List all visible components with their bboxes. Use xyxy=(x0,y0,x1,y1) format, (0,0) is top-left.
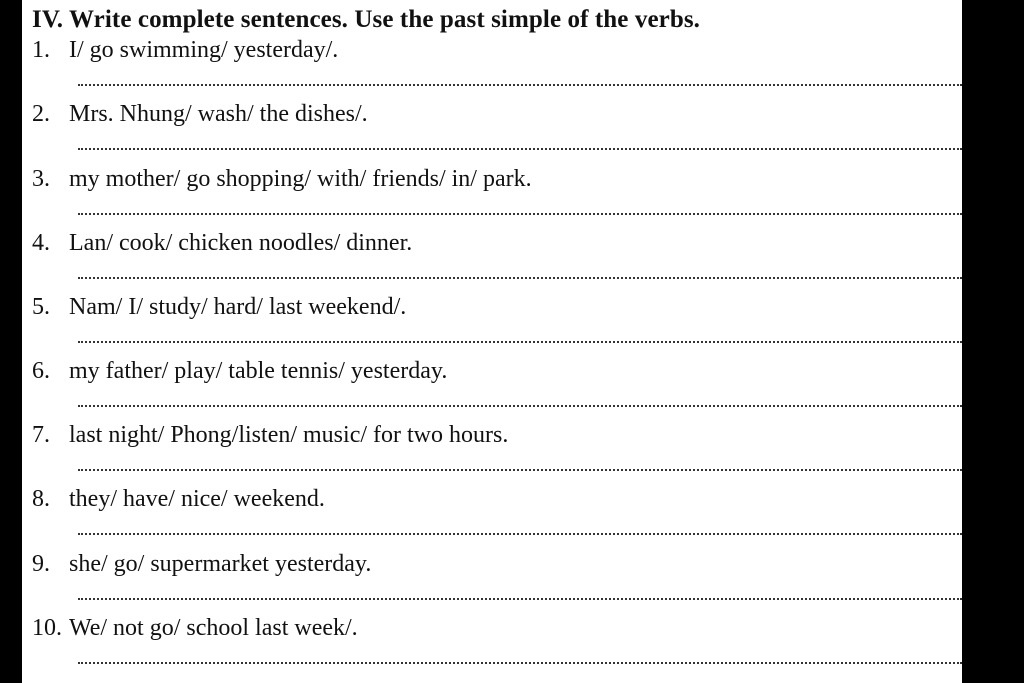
exercise-item-1 xyxy=(22,37,962,101)
item-number: 10. xyxy=(32,615,62,641)
item-prompt: my father/ play/ table tennis/ yesterday. xyxy=(69,358,448,384)
exercise-item-8 xyxy=(22,486,962,550)
exercise-heading: IV. Write complete sentences. Use the past simple of the verbs. xyxy=(32,6,701,33)
worksheet-page xyxy=(22,0,962,683)
answer-line[interactable] xyxy=(78,469,962,471)
exercise-item-3 xyxy=(22,166,962,230)
item-prompt: my mother/ go shopping/ with/ friends/ in/ park. xyxy=(69,166,532,192)
item-number: 3. xyxy=(32,166,50,192)
exercise-item-4 xyxy=(22,230,962,294)
answer-line[interactable] xyxy=(78,148,962,150)
item-number: 7. xyxy=(32,422,50,448)
answer-line[interactable] xyxy=(78,533,962,535)
answer-line[interactable] xyxy=(78,662,962,664)
item-number: 5. xyxy=(32,294,50,320)
item-prompt: I/ go swimming/ yesterday/. xyxy=(69,37,339,63)
answer-line[interactable] xyxy=(78,405,962,407)
item-number: 8. xyxy=(32,486,50,512)
answer-line[interactable] xyxy=(78,84,962,86)
item-prompt: We/ not go/ school last week/. xyxy=(69,615,358,641)
answer-line[interactable] xyxy=(78,213,962,215)
item-prompt: they/ have/ nice/ weekend. xyxy=(69,486,325,512)
answer-line[interactable] xyxy=(78,341,962,343)
item-number: 2. xyxy=(32,101,50,127)
answer-line[interactable] xyxy=(78,277,962,279)
item-number: 4. xyxy=(32,230,50,256)
exercise-item-7 xyxy=(22,422,962,486)
item-prompt: last night/ Phong/listen/ music/ for two hours. xyxy=(69,422,509,448)
item-prompt: Mrs. Nhung/ wash/ the dishes/. xyxy=(69,101,368,127)
exercise-item-10 xyxy=(22,615,962,679)
item-number: 1. xyxy=(32,37,50,63)
item-prompt: she/ go/ supermarket yesterday. xyxy=(69,551,372,577)
item-number: 6. xyxy=(32,358,50,384)
exercise-item-5 xyxy=(22,294,962,358)
item-prompt: Lan/ cook/ chicken noodles/ dinner. xyxy=(69,230,413,256)
exercise-item-2 xyxy=(22,101,962,165)
exercise-item-9 xyxy=(22,551,962,615)
exercise-item-6 xyxy=(22,358,962,422)
item-prompt: Nam/ I/ study/ hard/ last weekend/. xyxy=(69,294,407,320)
answer-line[interactable] xyxy=(78,598,962,600)
item-number: 9. xyxy=(32,551,50,577)
